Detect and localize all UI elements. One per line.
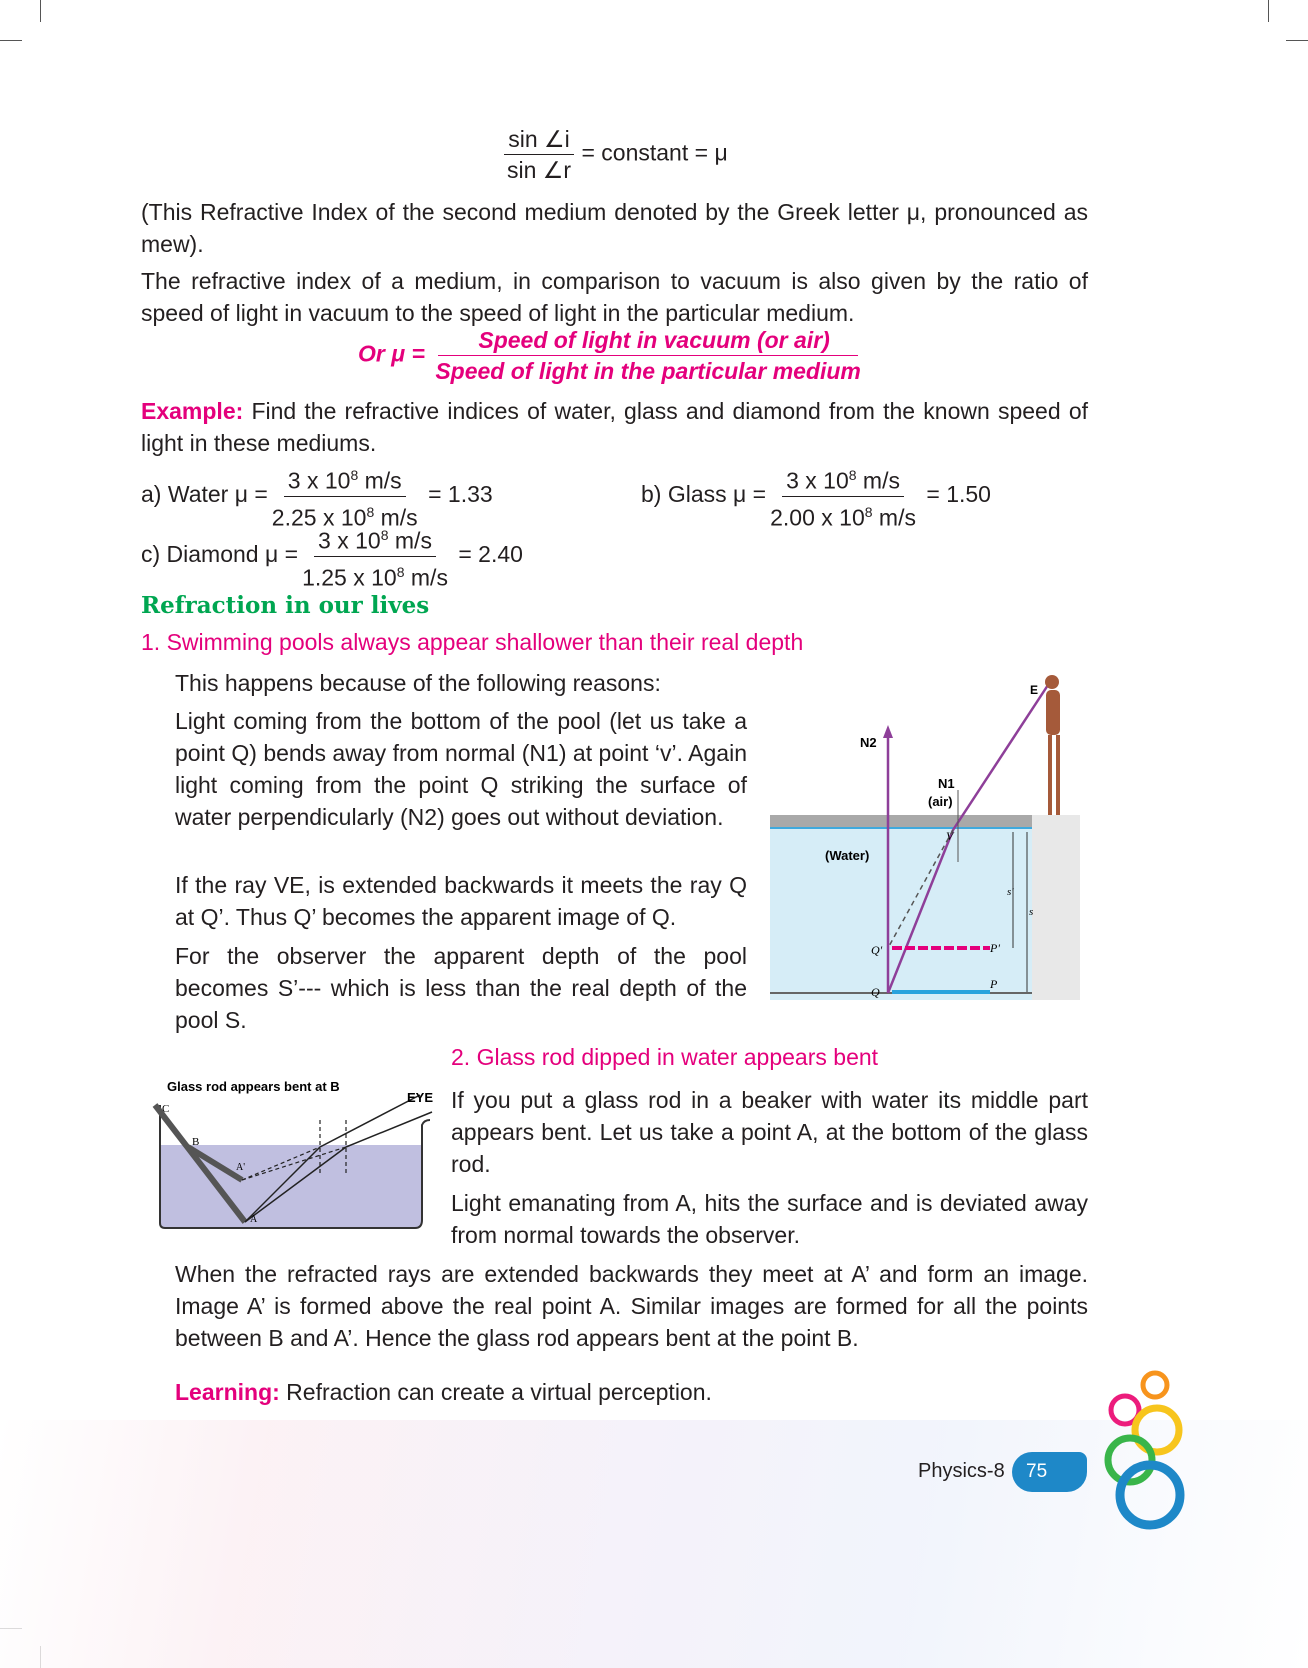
example-paragraph [141, 395, 1088, 459]
para-refractive-index: (This Refractive Index of the second medium denoted by the Greek letter μ, pronounced as mew). [141, 199, 1088, 257]
page-number-badge [1012, 1452, 1087, 1492]
page-number: 75 [1026, 1461, 1048, 1482]
label-v: V [946, 829, 954, 843]
item2-p1: If you put a glass rod in a beaker with water its middle part appears bent. Let us take a point A, at the bottom of the glass rod. [451, 1087, 1088, 1177]
calc-exp: 8 [864, 503, 873, 520]
section-title: Refraction in our lives [141, 592, 430, 619]
label-c: C [162, 1103, 170, 1115]
calc-prefix: a) Water μ = [141, 481, 268, 508]
crop-mark [40, 0, 41, 22]
label-s: s [1029, 906, 1034, 918]
item1-p4: For the observer the apparent depth of the pool becomes S’--- which is less than the real depth of the pool S. [175, 943, 747, 1033]
ray-ve [953, 685, 1048, 830]
calc-exp: 8 [366, 503, 375, 520]
observer-figure-icon [1045, 675, 1060, 815]
formula-snell [503, 124, 728, 185]
formula-rest: = constant = μ [581, 139, 728, 166]
crop-mark [1268, 0, 1269, 22]
example-text: Find the refractive indices of water, glass and diamond from the known speed of light in these mediums. [141, 398, 1088, 456]
calc-unit: m/s [856, 467, 900, 494]
learning-note [175, 1376, 1088, 1408]
calc-exp: 8 [396, 563, 405, 580]
calc-exp: 8 [380, 527, 389, 543]
calc-den: 2.00 x 10 [770, 504, 865, 531]
calc-result: = 1.33 [428, 481, 493, 508]
calc-result: = 2.40 [458, 541, 523, 568]
calc-unit: m/s [404, 564, 448, 591]
item1-title: 1. Swimming pools always appear shallower than their real depth [141, 629, 804, 655]
item2-p3: When the refracted rays are extended backwards they meet at A’ and form an image. Image A’ is formed above the real point A. Similar images are formed for all the points between B and A’. Hence the glass rod appears bent at the point B. [175, 1261, 1088, 1351]
item2-title: 2. Glass rod dipped in water appears bent [451, 1044, 879, 1070]
calc-num: 3 x 10 [786, 467, 849, 494]
calc-den: 2.25 x 10 [271, 504, 367, 531]
formula-numerator: Speed of light in vacuum (or air) [438, 325, 857, 356]
formula-numerator: sin ∠i [504, 124, 574, 155]
glass-rod-diagram [140, 1075, 440, 1235]
item1-p2: Light coming from the bottom of the pool (let us take a point Q) bends away from normal (N1) at point ‘v’. Again light coming from the point Q striking the surface of water perpendicularly (N2) goes out without deviation. [175, 708, 747, 830]
calc-unit: m/s [374, 504, 418, 531]
formula-speed [358, 325, 865, 386]
calc-den: 1.25 x 10 [302, 564, 397, 591]
label-a-prime: A' [236, 1162, 246, 1173]
calc-unit: m/s [358, 467, 402, 494]
formula-denominator: sin ∠r [507, 157, 572, 183]
label-p-prime: P' [990, 941, 1000, 955]
crop-mark [0, 40, 22, 41]
label-n2: N2 [860, 735, 877, 750]
calc-glass [641, 460, 991, 532]
calc-result: = 1.50 [926, 481, 991, 508]
label-e: E [1030, 683, 1039, 697]
formula-denominator: Speed of light in the particular medium [435, 358, 861, 384]
calc-num: 3 x 10 [287, 467, 351, 494]
item1-p1: This happens because of the following reasons: [175, 670, 661, 696]
label-water: (Water) [825, 848, 870, 863]
calc-exp: 8 [350, 467, 359, 483]
learning-text: Refraction can create a virtual perception. [279, 1379, 712, 1405]
label-b: B [192, 1136, 200, 1148]
calc-num: 3 x 10 [318, 527, 381, 554]
rod-diagram-title: Glass rod appears bent at B [167, 1079, 340, 1094]
label-p: P [990, 977, 998, 991]
formula-lhs: Or μ = [358, 340, 425, 367]
learning-label: Learning: [175, 1379, 280, 1405]
label-s-prime: s' [1007, 886, 1014, 898]
label-q-prime: Q' [871, 943, 883, 957]
item1-p3: If the ray VE, is extended backwards it meets the ray Q at Q’. Thus Q’ becomes the apparent image of Q. [175, 872, 747, 930]
label-air: (air) [928, 794, 953, 809]
example-label: Example: [141, 398, 244, 424]
footer-subject: Physics-8 [918, 1460, 1005, 1482]
calc-prefix: b) Glass μ = [641, 481, 767, 508]
calc-unit: m/s [388, 527, 432, 554]
para-speed-ratio: The refractive index of a medium, in comparison to vacuum is also given by the ratio of speed of light in vacuum to the speed of light in the particular medium. [141, 268, 1088, 326]
label-eye: EYE [407, 1090, 434, 1105]
calc-prefix: c) Diamond μ = [141, 541, 299, 568]
crop-mark [1286, 40, 1308, 41]
label-n1: N1 [938, 776, 955, 791]
label-q: Q [871, 985, 880, 999]
calc-diamond [141, 520, 523, 592]
calc-unit: m/s [872, 504, 916, 531]
pool-refraction-diagram [770, 670, 1090, 1005]
label-a: A [250, 1214, 258, 1225]
item2-p2: Light emanating from A, hits the surface and is deviated away from normal towards the observer. [451, 1190, 1088, 1248]
calc-exp: 8 [848, 467, 857, 483]
decorative-circles-icon [1095, 1355, 1205, 1535]
